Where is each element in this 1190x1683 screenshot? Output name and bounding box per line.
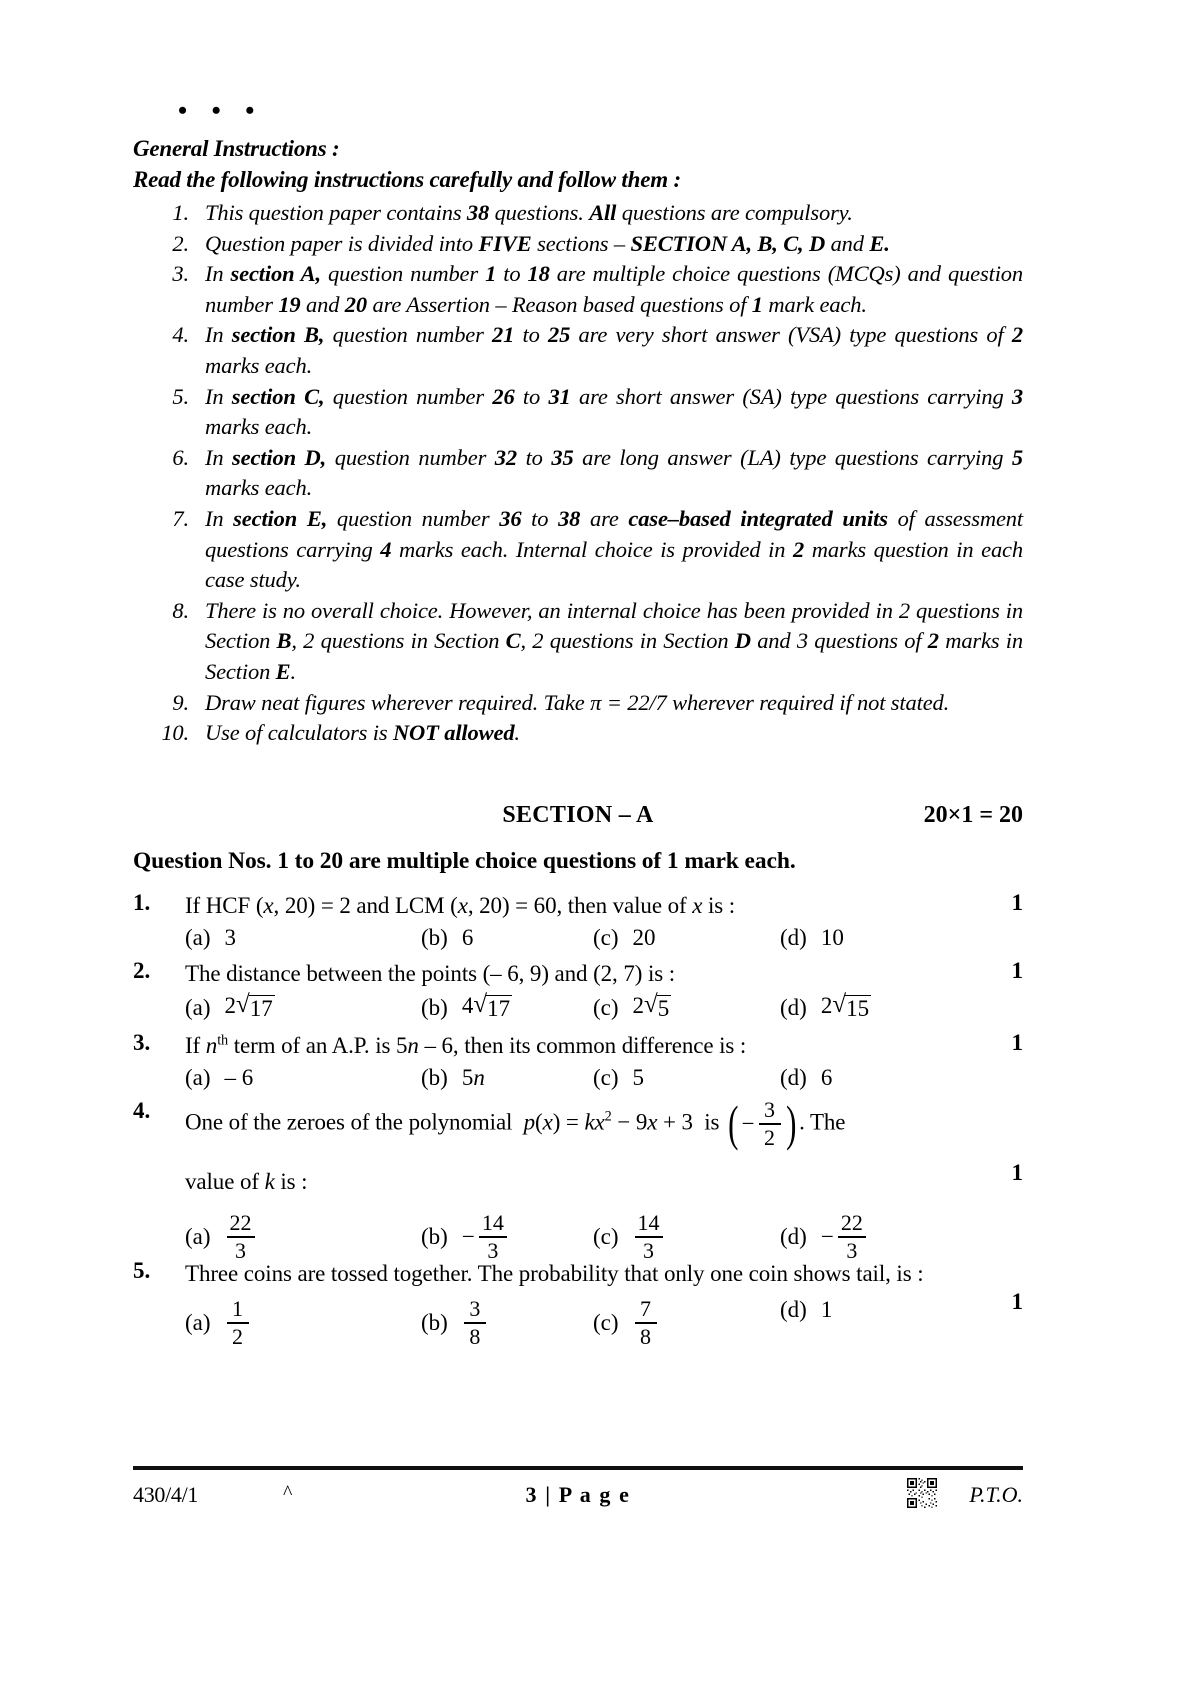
general-instructions-subtitle: Read the following instructions carefully and follow them : — [133, 167, 681, 192]
option-value: $\frac{7}{8}$ — [633, 1297, 659, 1349]
question-body — [185, 1030, 1023, 1099]
instruction-item — [133, 320, 1023, 381]
instruction-number: 2. — [172, 230, 189, 256]
option-value: 5 — [632, 1065, 645, 1090]
pto-label: P.T.O. — [969, 1482, 1023, 1507]
qr-code-icon — [907, 1478, 937, 1508]
option-value: $\frac{14}{3}$ — [633, 1211, 665, 1263]
top-dots-marker: • • • — [178, 96, 264, 125]
options-row — [185, 925, 1023, 959]
footer-divider — [133, 1466, 1023, 1470]
instruction-item — [133, 718, 1023, 749]
option-label: (c) — [593, 1065, 619, 1090]
instruction-text: There is no overall choice. However, an internal choice has been provided in 2 questions in Section B, 2 questions in Section C, 2 questions in Section D and 3 questions of 2 marks in Section E. — [205, 597, 1023, 684]
option-value: − $\frac{22}{3}$ — [821, 1211, 868, 1263]
page-footer — [133, 1478, 1023, 1518]
general-instructions-title: General Instructions : — [133, 136, 340, 161]
question-number: 3. — [133, 1030, 151, 1055]
options-row — [185, 1065, 1023, 1099]
instruction-item — [133, 596, 1023, 688]
section-title: SECTION – A — [502, 802, 654, 828]
question-block — [133, 1258, 1023, 1359]
option-label: (b) — [421, 994, 448, 1020]
instruction-text: This question paper contains 38 questions. All questions are compulsory. — [205, 200, 853, 225]
option-value: 2 √ 15 — [820, 991, 870, 1021]
instruction-item — [133, 259, 1023, 320]
question-number: 1. — [133, 890, 151, 915]
instruction-item — [133, 229, 1023, 260]
instruction-number: 6. — [172, 444, 189, 470]
instruction-number: 4. — [172, 322, 189, 348]
question-text: If $n^{th}$ term of an A.P. is 5n – 6, then its common difference is : — [185, 1032, 747, 1058]
option-label: (d) — [780, 925, 807, 950]
question-marks: 1 — [1011, 1289, 1023, 1314]
instruction-text: Use of calculators is NOT allowed. — [205, 720, 520, 746]
option-label: (c) — [593, 925, 619, 950]
option-value: − $\frac{14}{3}$ — [462, 1211, 509, 1263]
instruction-text: In section C, question number 26 to 31 are short answer (SA) type questions carrying 3 marks each. — [205, 383, 1024, 440]
question-text: One of the zeroes of the polynomial $p(x) = kx^2 - 9x + 3$ is ( − $\frac{3}{2}$ ) . The — [185, 1095, 846, 1152]
instruction-text: In section A, question number 1 to 18 are multiple choice questions (MCQs) and question number 19 and 20 are Assertion – Reason based questions of 1 mark each. — [205, 261, 1023, 317]
general-instructions-block — [133, 134, 1023, 749]
instruction-number: 9. — [172, 689, 189, 715]
option-a[interactable] — [185, 1065, 253, 1091]
option-label: (d) — [780, 994, 807, 1020]
option-c[interactable] — [593, 1297, 659, 1349]
option-b[interactable] — [421, 1297, 488, 1349]
instruction-item — [133, 443, 1023, 504]
option-label: (a) — [185, 1065, 211, 1090]
option-label: (d) — [780, 1297, 807, 1322]
instruction-number: 5. — [172, 383, 189, 409]
question-number: 5. — [133, 1258, 151, 1283]
option-value: – 6 — [224, 1065, 254, 1090]
option-label: (a) — [185, 994, 211, 1020]
question-text: The distance between the points (– 6, 9) and (2, 7) is : — [185, 961, 676, 986]
option-d[interactable] — [780, 1065, 832, 1091]
instruction-text: In section B, question number 21 to 25 are very short answer (VSA) type questions of 2 marks each. — [205, 322, 1023, 378]
option-b[interactable] — [421, 1211, 509, 1263]
option-value: $\frac{22}{3}$ — [225, 1211, 257, 1263]
option-value: 20 — [632, 925, 656, 950]
instruction-number: 8. — [172, 597, 189, 623]
option-a[interactable] — [185, 993, 275, 1022]
option-value: 3 — [224, 925, 237, 950]
instructions-list — [133, 198, 1023, 749]
instruction-item — [133, 382, 1023, 443]
option-b[interactable] — [421, 993, 512, 1022]
option-value: $\frac{1}{2}$ — [225, 1297, 251, 1349]
instruction-item — [133, 688, 1023, 719]
option-label: (b) — [421, 1223, 448, 1249]
question-text: Three coins are tossed together. The probability that only one coin shows tail, is : — [185, 1261, 924, 1286]
question-marks: 1 — [1011, 1160, 1023, 1185]
option-value: $\frac{3}{8}$ — [462, 1297, 488, 1349]
option-value: 6 — [461, 925, 474, 950]
option-value: 1 — [820, 1297, 833, 1322]
option-value: 2 √ 5 — [632, 991, 670, 1021]
option-label: (c) — [593, 1223, 619, 1249]
caret-marker: ^ — [283, 1482, 293, 1504]
section-header-row — [133, 802, 1023, 832]
section-marks: 20×1 = 20 — [923, 802, 1023, 828]
page-number: 3 | P a g e — [525, 1482, 631, 1507]
question-block — [133, 1095, 1023, 1273]
option-label: (b) — [421, 925, 448, 950]
instruction-number: 3. — [172, 261, 189, 287]
mcq-instruction-note: Question Nos. 1 to 20 are multiple choice questions of 1 mark each. — [133, 848, 796, 874]
question-body — [185, 1095, 1023, 1273]
question-body — [185, 890, 1023, 959]
instruction-number: 10. — [161, 720, 189, 746]
instruction-number: 7. — [172, 505, 189, 531]
option-value: 5n — [461, 1065, 485, 1090]
instruction-text: Question paper is divided into FIVE sections – SECTION A, B, C, D and E. — [205, 230, 890, 256]
option-a[interactable] — [185, 925, 236, 951]
option-label: (d) — [780, 1223, 807, 1249]
instruction-item — [133, 504, 1023, 596]
option-label: (b) — [421, 1065, 448, 1090]
option-label: (a) — [185, 1223, 211, 1249]
option-label: (a) — [185, 1309, 211, 1335]
option-d[interactable] — [780, 993, 871, 1022]
option-label: (c) — [593, 1309, 619, 1335]
option-label: (c) — [593, 994, 619, 1020]
question-text: If HCF (x, 20) = 2 and LCM (x, 20) = 60, then value of x is : — [185, 893, 736, 918]
option-label: (b) — [421, 1309, 448, 1335]
question-number: 4. — [133, 1098, 151, 1123]
option-value: 6 — [820, 1065, 833, 1090]
option-c[interactable] — [593, 1211, 665, 1263]
paper-code: 430/4/1 — [133, 1482, 199, 1507]
question-text-cont: value of k is : — [185, 1168, 308, 1194]
options-row — [185, 1297, 1023, 1359]
option-value: 4 √ 17 — [461, 991, 511, 1021]
option-value: 10 — [820, 925, 844, 950]
option-label: (a) — [185, 925, 211, 950]
question-marks: 1 — [1011, 890, 1023, 915]
question-marks: 1 — [1011, 958, 1023, 983]
option-value: 2 √ 17 — [224, 991, 273, 1021]
instruction-item — [133, 198, 1023, 229]
option-label: (d) — [780, 1065, 807, 1090]
question-marks: 1 — [1011, 1030, 1023, 1055]
question-block — [133, 1030, 1023, 1099]
instruction-text: Draw neat figures wherever required. Take π = 22/7 wherever required if not stated. — [205, 689, 950, 715]
option-c[interactable] — [593, 925, 656, 951]
instruction-text: In section E, question number 36 to 38 are case–based integrated units of assessment questions carrying 4 marks each. Internal choice is provided in 2 marks question in each case study. — [205, 505, 1023, 593]
option-b[interactable] — [421, 1065, 485, 1091]
option-c[interactable] — [593, 1065, 644, 1091]
option-d[interactable] — [780, 1211, 868, 1263]
option-d[interactable] — [780, 925, 844, 951]
option-a[interactable] — [185, 1297, 251, 1349]
question-block — [133, 890, 1023, 959]
option-d[interactable] — [780, 1297, 832, 1323]
instruction-text: In section D, question number 32 to 35 are long answer (LA) type questions carrying 5 marks each. — [205, 444, 1024, 501]
instruction-number: 1. — [172, 200, 189, 225]
question-body — [185, 1258, 1023, 1359]
question-number: 2. — [133, 958, 151, 983]
option-c[interactable] — [593, 993, 671, 1022]
option-b[interactable] — [421, 925, 473, 951]
option-a[interactable] — [185, 1211, 257, 1263]
